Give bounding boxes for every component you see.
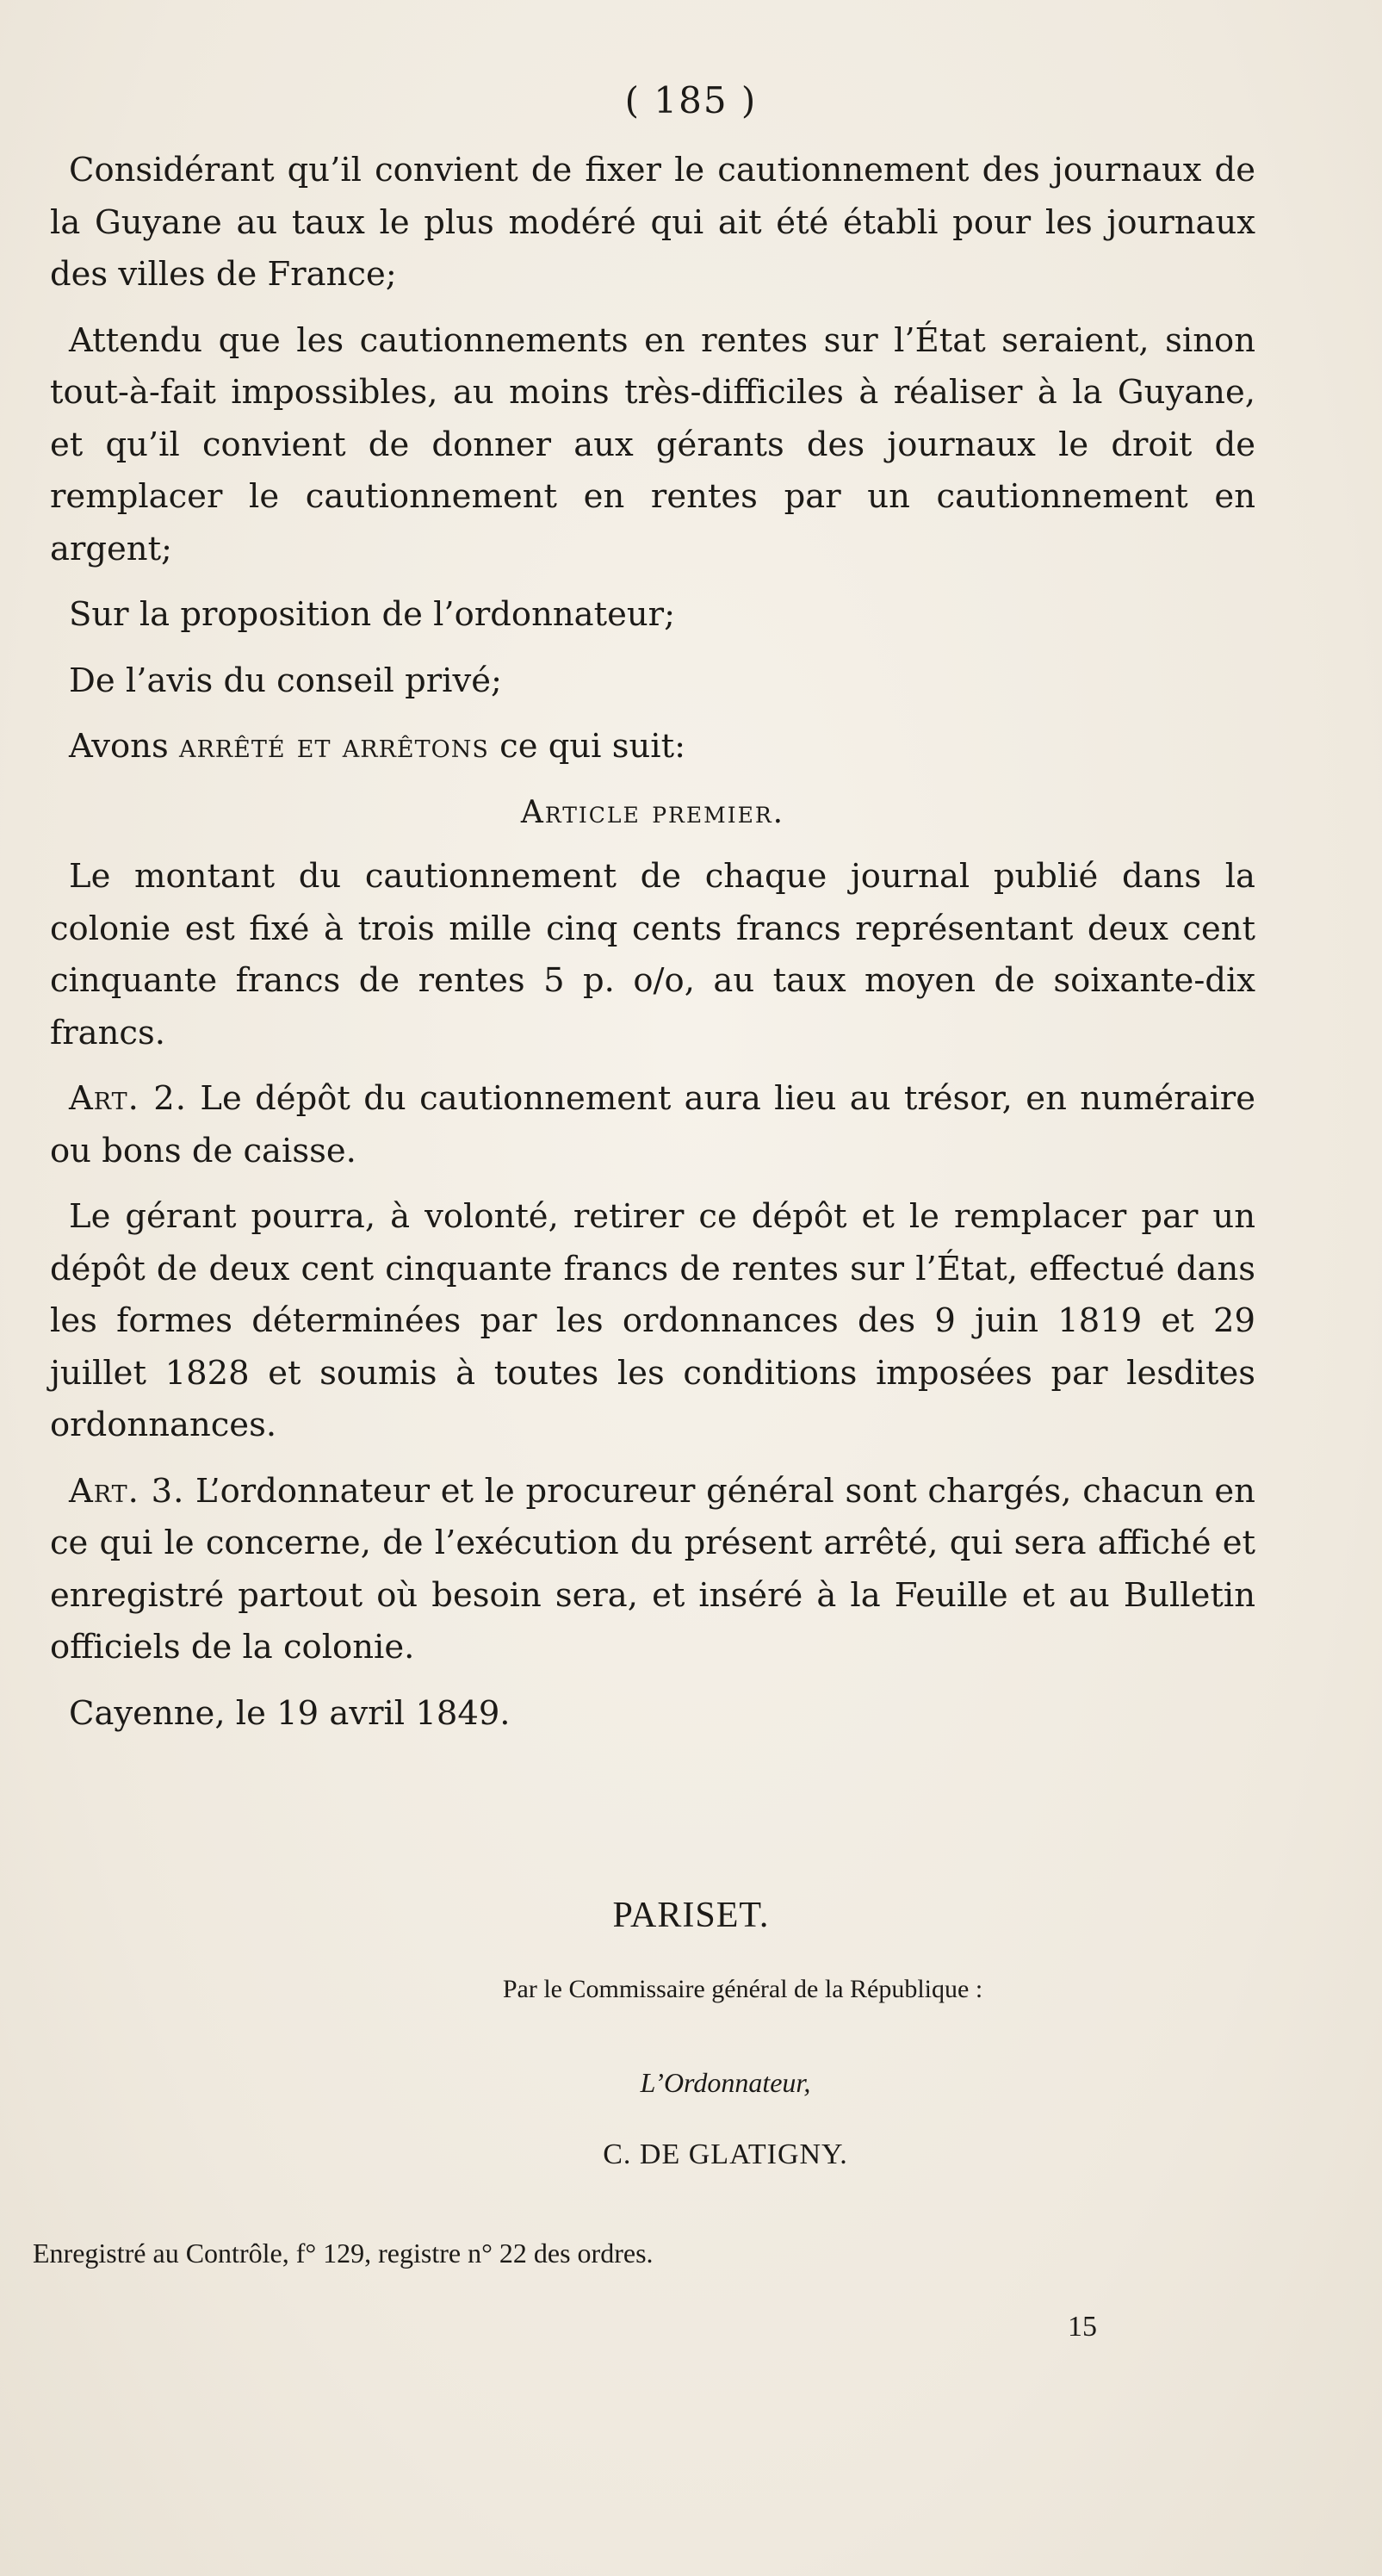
decree-prefix: Avons <box>69 727 169 766</box>
article-2-continuation: Le gérant pourra, à volonté, retirer ce dépôt et le remplacer par un dépôt de deux cent cinquante francs de rentes sur l’État, effectué dans les formes déterminées par les ordonnances des 9 juin 1819 et 29 juillet 1828 et soumis à toutes les conditions imposées par lesdites ordonnances. <box>50 1197 1255 1444</box>
article-2 <box>50 1073 1255 1177</box>
paragraph-avis: De l’avis du conseil privé; <box>69 661 502 700</box>
signature-mark: 15 <box>1068 2311 1097 2343</box>
article-2-label: Art. 2. <box>69 1079 188 1118</box>
ordonnateur-title: L’Ordonnateur, <box>640 2067 811 2098</box>
decree-verbs: arrêté et arrêtons <box>178 727 489 766</box>
article-3 <box>50 1466 1255 1674</box>
article-2-text: Le dépôt du cautionnement aura lieu au trésor, en numéraire ou bons de caisse. <box>50 1079 1255 1170</box>
article-title: Article premier. <box>520 794 785 830</box>
by-line: Par le Commissaire général de la République : <box>502 1975 983 2003</box>
article-3-text: L’ordonnateur et le procureur général sont chargés, chacun en ce qui le concerne, de l’exécution du présent arrêté, qui sera affiché et enregistré partout où besoin sera, et inséré à la Feuille et au Bulletin officiels de la colonie. <box>50 1471 1255 1667</box>
paragraph-proposition: Sur la proposition de l’ordonnateur; <box>69 595 676 634</box>
registration-note: Enregistré au Contrôle, f° 129, registre n° 22 des ordres. <box>33 2238 654 2269</box>
page-number: ( 185 ) <box>624 79 758 121</box>
ordonnateur-name: C. DE GLATIGNY. <box>603 2138 848 2170</box>
signature-pariset: PARISET. <box>612 1896 770 1935</box>
body-text <box>50 145 1255 1754</box>
paragraph-attendu: Attendu que les cautionnements en rentes sur l’État seraient, sinon tout-à-fait impossibles, au moins très-difficiles à réaliser à la Guyane, et qu’il convient de donner aux gérants des journaux le droit de remplacer le cautionnement en rentes par un cautionnement en argent; <box>50 320 1255 568</box>
decree-suffix: ce qui suit: <box>499 727 686 766</box>
date-line: Cayenne, le 19 avril 1849. <box>69 1693 511 1733</box>
decree-line <box>50 721 1255 773</box>
article-1: Le montant du cautionnement de chaque journal publié dans la colonie est fixé à trois mille cinq cents francs représentant deux cent cinquante francs de rentes 5 p. o/o, au taux moyen de soixante-dix francs. <box>50 857 1255 1052</box>
paragraph-considerant: Considérant qu’il convient de fixer le cautionnement des journaux de la Guyane au taux le plus modéré qui ait été établi pour les journaux des villes de France; <box>50 151 1255 294</box>
article-3-label: Art. 3. <box>69 1471 185 1511</box>
